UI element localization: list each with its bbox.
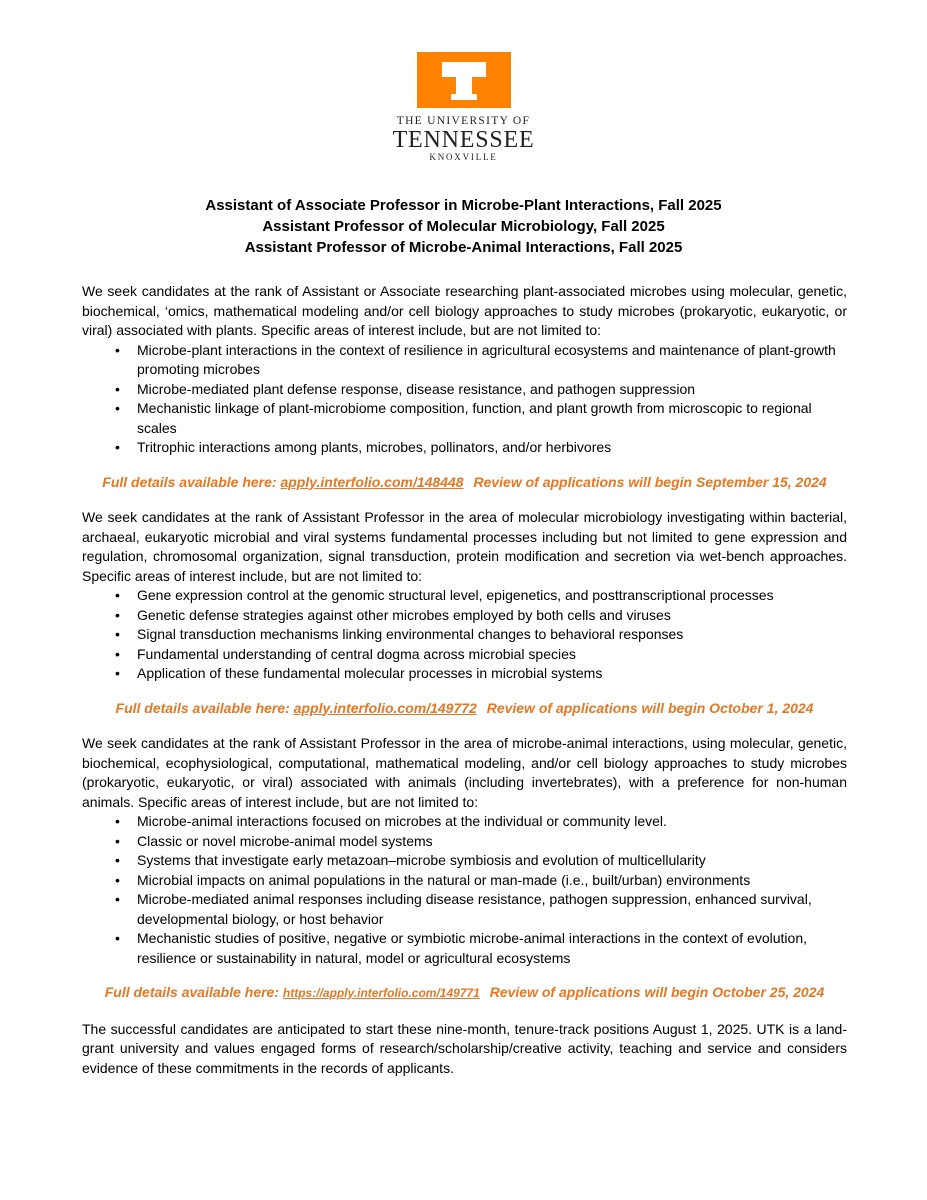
title-microbe-animal: Assistant Professor of Microbe-Animal Interactions, Fall 2025 — [244, 239, 683, 256]
section-3-details-line — [82, 983, 847, 1004]
logo-line-knoxville: KNOXVILLE — [429, 152, 498, 162]
title-microbe-plant: Assistant of Associate Professor in Microbe-Plant Interactions, Fall 2025 — [205, 197, 722, 214]
review-date: Review of applications will begin September 15, 2024 — [473, 473, 827, 490]
title-molecular-microbiology: Assistant Professor of Molecular Microbiology, Fall 2025 — [262, 218, 665, 235]
section-2-intro: We seek candidates at the rank of Assistant Professor in the area of molecular microbiology investigating within bacterial, archaeal, eukaryotic microbial and viral systems fundamental processes including but not limited to gene expression and regulation, chromosomal organization, signal transduction, protein modification and secretion via wet-bench approaches. Specific areas of interest include, but are not limited to: — [82, 509, 847, 584]
section-1-details-line — [82, 473, 847, 493]
details-prefix: Full details available here: — [115, 699, 290, 716]
list-item: • Mechanistic linkage of plant-microbiome composition, function, and plant growth from microscopic to regional scales — [82, 399, 847, 438]
details-prefix: Full details available here: — [104, 984, 280, 1000]
list-item: • Microbe-mediated plant defense response, disease resistance, and pathogen suppression — [82, 380, 847, 400]
list-item: • Application of these fundamental molecular processes in microbial systems — [82, 664, 847, 684]
document-body — [82, 282, 847, 1078]
section-2-bullet-list — [82, 586, 847, 684]
list-item: • Mechanistic studies of positive, negative or symbiotic microbe-animal interactions in the context of evolution, resilience or sustainability in natural, model or agricultural ecosystems — [82, 929, 847, 968]
section-2-details-line — [82, 699, 847, 719]
section-3-bullet-list — [82, 812, 847, 968]
details-prefix: Full details available here: — [102, 473, 277, 490]
list-item: • Fundamental understanding of central dogma across microbial species — [82, 645, 847, 665]
section-1-intro: We seek candidates at the rank of Assistant or Associate researching plant-associated microbes using molecular, genetic, biochemical, ‘omics, mathematical modeling and/or cell biology approaches to study microbes (prokaryotic, eukaryotic, or viral) associated with plants. Specific areas of interest include, but are not limited to: — [82, 283, 847, 338]
list-item: • Microbe-plant interactions in the context of resilience in agricultural ecosystems and maintenance of plant-growth promoting microbes — [82, 341, 847, 380]
closing-paragraph: The successful candidates are anticipated to start these nine-month, tenure-track positions August 1, 2025. UTK is a land-grant university and values engaged forms of research/scholarship/creative activity, teaching and service and considers evidence of these commitments in the records of applicants. — [82, 1020, 847, 1076]
apply-link-149771[interactable]: https://apply.interfolio.com/149771 — [282, 986, 480, 1000]
section-1-bullet-list — [82, 341, 847, 458]
list-item: • Signal transduction mechanisms linking environmental changes to behavioral responses — [82, 625, 847, 645]
position-titles — [0, 195, 927, 258]
list-item: • Genetic defense strategies against other microbes employed by both cells and viruses — [82, 606, 847, 626]
list-item: • Tritrophic interactions among plants, microbes, pollinators, and/or herbivores — [82, 438, 847, 458]
list-item: • Systems that investigate early metazoan–microbe symbiosis and evolution of multicellularity — [82, 851, 847, 871]
list-item: • Microbe-animal interactions focused on microbes at the individual or community level. — [82, 812, 847, 832]
list-item: • Microbe-mediated animal responses including disease resistance, pathogen suppression, enhanced survival, developmental biology, or host behavior — [82, 890, 847, 929]
list-item: • Classic or novel microbe-animal model systems — [82, 832, 847, 852]
logo-line-university-of: THE UNIVERSITY OF — [396, 115, 531, 127]
section-3-intro: We seek candidates at the rank of Assistant Professor in the area of microbe-animal interactions, using molecular, genetic, biochemical, ecophysiological, computational, mathematical modeling, and/or cell biology approaches to study microbes (prokaryotic, eukaryotic, or viral) associated with animals (including invertebrates), with a preference for non-human animals. Specific areas of interest include, but are not limited to: — [82, 735, 847, 810]
apply-link-148448[interactable]: apply.interfolio.com/148448 — [280, 473, 464, 490]
list-item: • Gene expression control at the genomic structural level, epigenetics, and posttranscriptional processes — [82, 586, 847, 606]
review-date: Review of applications will begin October 25, 2024 — [489, 984, 825, 1000]
logo-line-tennessee: TENNESSEE — [392, 127, 535, 153]
apply-link-149772[interactable]: apply.interfolio.com/149772 — [293, 699, 477, 716]
review-date: Review of applications will begin October 1, 2024 — [486, 699, 814, 716]
list-item: • Microbial impacts on animal populations in the natural or man-made (i.e., built/urban) environments — [82, 871, 847, 891]
university-logo — [381, 52, 546, 163]
power-t-logo-icon — [417, 52, 511, 108]
